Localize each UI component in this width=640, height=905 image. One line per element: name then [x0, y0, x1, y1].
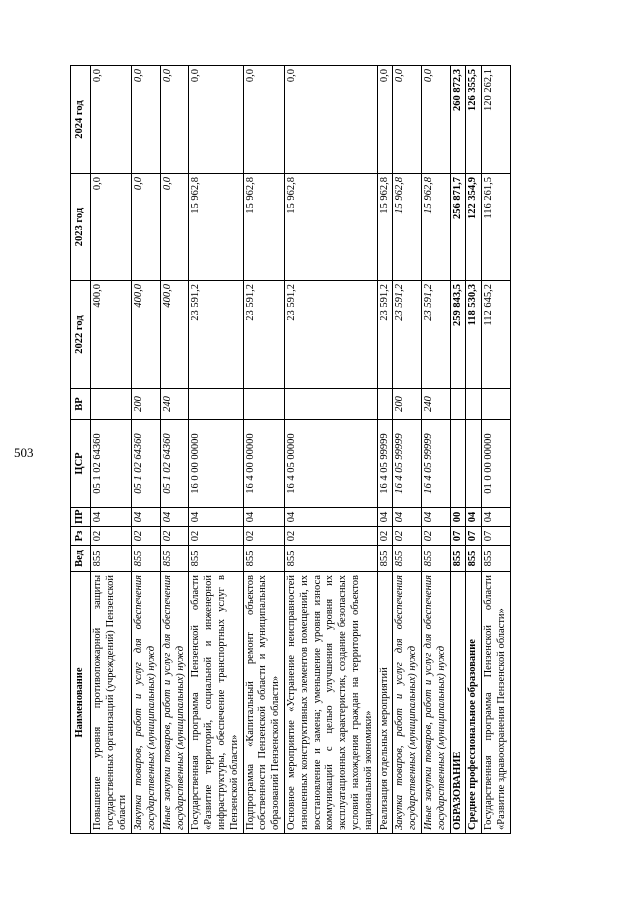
cell-y2024: 0,0	[132, 66, 161, 174]
header-ved: Вед	[71, 546, 91, 572]
header-2023: 2023 год	[71, 174, 91, 281]
cell-vr	[243, 389, 284, 420]
cell-name: Основное мероприятие «Устранение неисправностей изношенных конструктивных элементов помещений, их восстановление и замена; уменьшение уровня износа коммуникаций с целью улучшения уровня их эксплуатационных характеристик, создание безопасных условий нахождения граждан на территории объектов национальной экономики»	[284, 572, 377, 834]
cell-y2022: 23 591,2	[421, 281, 450, 389]
cell-ved: 855	[284, 546, 377, 572]
table-header-row	[71, 66, 91, 834]
cell-ved: 855	[421, 546, 450, 572]
cell-name: ОБРАЗОВАНИЕ	[450, 572, 466, 834]
cell-vr: 240	[160, 389, 189, 420]
cell-ved: 855	[393, 546, 422, 572]
table-row	[90, 66, 131, 834]
cell-ved: 855	[377, 546, 393, 572]
table-row	[132, 66, 161, 834]
cell-y2022: 23 591,2	[243, 281, 284, 389]
cell-csr: 16 4 05 99999	[421, 420, 450, 508]
cell-csr: 16 4 05 99999	[393, 420, 422, 508]
cell-y2024: 120 262,1	[482, 66, 511, 174]
cell-y2022: 400,0	[132, 281, 161, 389]
cell-pr: 04	[377, 508, 393, 527]
cell-y2023: 122 354,9	[466, 174, 482, 281]
cell-name: Среднее профессиональное образование	[466, 572, 482, 834]
cell-name: Иные закупки товаров, работ и услуг для обеспечения государственных (муниципальных) нужд	[421, 572, 450, 834]
cell-y2023: 15 962,8	[421, 174, 450, 281]
cell-y2023: 15 962,8	[393, 174, 422, 281]
cell-y2023: 15 962,8	[189, 174, 243, 281]
cell-ved: 855	[466, 546, 482, 572]
cell-ved: 855	[160, 546, 189, 572]
table-row	[482, 66, 511, 834]
cell-csr: 16 4 05 00000	[284, 420, 377, 508]
cell-rz: 02	[160, 527, 189, 546]
cell-y2023: 116 261,5	[482, 174, 511, 281]
cell-vr: 200	[393, 389, 422, 420]
table-body	[90, 66, 510, 834]
cell-y2024: 0,0	[160, 66, 189, 174]
cell-ved: 855	[189, 546, 243, 572]
cell-pr: 04	[90, 508, 131, 527]
cell-pr: 04	[189, 508, 243, 527]
cell-pr: 04	[393, 508, 422, 527]
cell-rz: 02	[393, 527, 422, 546]
cell-name: Государственная программа Пензенской области «Развитие здравоохранения Пензенской области»	[482, 572, 511, 834]
cell-vr	[377, 389, 393, 420]
cell-y2024: 0,0	[421, 66, 450, 174]
cell-y2022: 23 591,2	[377, 281, 393, 389]
cell-csr: 05 1 02 64360	[132, 420, 161, 508]
budget-table	[70, 65, 511, 834]
cell-csr	[450, 420, 466, 508]
cell-rz: 02	[132, 527, 161, 546]
cell-name: Подпрограмма «Капитальный ремонт объектов собственности Пензенской области и муниципальных образований Пензенской области»	[243, 572, 284, 834]
cell-name: Закупка товаров, работ и услуг для обеспечения государственных (муниципальных) нужд	[393, 572, 422, 834]
cell-y2024: 0,0	[393, 66, 422, 174]
cell-y2023: 15 962,8	[284, 174, 377, 281]
cell-y2023: 0,0	[90, 174, 131, 281]
cell-y2024: 0,0	[90, 66, 131, 174]
cell-y2023: 256 871,7	[450, 174, 466, 281]
cell-ved: 855	[90, 546, 131, 572]
cell-ved: 855	[243, 546, 284, 572]
cell-csr: 16 4 00 00000	[243, 420, 284, 508]
table-row	[466, 66, 482, 834]
cell-rz: 07	[450, 527, 466, 546]
cell-vr	[466, 389, 482, 420]
table-row	[160, 66, 189, 834]
cell-rz: 07	[482, 527, 511, 546]
cell-name: Повышение уровня противопожарной защиты государственных организаций (учреждений) Пензенской области	[90, 572, 131, 834]
cell-pr: 04	[482, 508, 511, 527]
cell-y2022: 259 843,5	[450, 281, 466, 389]
cell-pr: 04	[421, 508, 450, 527]
cell-y2024: 0,0	[189, 66, 243, 174]
cell-pr: 04	[160, 508, 189, 527]
cell-pr: 04	[132, 508, 161, 527]
cell-y2023: 15 962,8	[243, 174, 284, 281]
cell-y2024: 0,0	[243, 66, 284, 174]
cell-pr: 00	[450, 508, 466, 527]
header-rz: Рз	[71, 527, 91, 546]
cell-vr: 200	[132, 389, 161, 420]
page-number: 503	[14, 445, 34, 460]
cell-rz: 07	[466, 527, 482, 546]
cell-y2023: 0,0	[160, 174, 189, 281]
cell-csr: 05 1 02 64360	[90, 420, 131, 508]
header-name: Наименование	[71, 572, 91, 834]
cell-y2023: 0,0	[132, 174, 161, 281]
cell-rz: 02	[90, 527, 131, 546]
cell-csr: 01 0 00 00000	[482, 420, 511, 508]
table-row	[393, 66, 422, 834]
cell-ved: 855	[450, 546, 466, 572]
header-2024: 2024 год	[71, 66, 91, 174]
cell-vr	[450, 389, 466, 420]
cell-y2022: 112 645,2	[482, 281, 511, 389]
cell-y2023: 15 962,8	[377, 174, 393, 281]
cell-vr	[482, 389, 511, 420]
cell-vr: 240	[421, 389, 450, 420]
table-row	[243, 66, 284, 834]
cell-name: Реализация отдельных мероприятий	[377, 572, 393, 834]
cell-rz: 02	[284, 527, 377, 546]
cell-pr: 04	[466, 508, 482, 527]
cell-y2022: 23 591,2	[284, 281, 377, 389]
cell-csr: 16 4 05 99999	[377, 420, 393, 508]
cell-csr	[466, 420, 482, 508]
cell-name: Государственная программа Пензенской области «Развитие территорий, социальной и инженерной инфраструктуры, обеспечение транспортных услуг в Пензенской области»	[189, 572, 243, 834]
cell-rz: 02	[189, 527, 243, 546]
cell-csr: 16 0 00 00000	[189, 420, 243, 508]
cell-pr: 04	[243, 508, 284, 527]
cell-name: Закупка товаров, работ и услуг для обеспечения государственных (муниципальных) нужд	[132, 572, 161, 834]
cell-rz: 02	[421, 527, 450, 546]
cell-y2024: 126 355,5	[466, 66, 482, 174]
cell-y2022: 23 591,2	[189, 281, 243, 389]
cell-ved: 855	[132, 546, 161, 572]
table-row	[450, 66, 466, 834]
cell-rz: 02	[377, 527, 393, 546]
cell-y2024: 0,0	[377, 66, 393, 174]
cell-vr	[284, 389, 377, 420]
cell-csr: 05 1 02 64360	[160, 420, 189, 508]
table-row	[421, 66, 450, 834]
table-row	[377, 66, 393, 834]
table-row	[284, 66, 377, 834]
header-pr: ПР	[71, 508, 91, 527]
cell-rz: 02	[243, 527, 284, 546]
cell-y2022: 118 530,3	[466, 281, 482, 389]
cell-y2024: 0,0	[284, 66, 377, 174]
cell-y2022: 23 591,2	[393, 281, 422, 389]
cell-y2024: 260 872,3	[450, 66, 466, 174]
cell-vr	[90, 389, 131, 420]
table-row	[189, 66, 243, 834]
header-vr: ВР	[71, 389, 91, 420]
header-2022: 2022 год	[71, 281, 91, 389]
cell-pr: 04	[284, 508, 377, 527]
cell-y2022: 400,0	[160, 281, 189, 389]
cell-name: Иные закупки товаров, работ и услуг для обеспечения государственных (муниципальных) нужд	[160, 572, 189, 834]
cell-y2022: 400,0	[90, 281, 131, 389]
header-csr: ЦСР	[71, 420, 91, 508]
rotated-table-wrapper	[70, 66, 616, 834]
cell-vr	[189, 389, 243, 420]
cell-ved: 855	[482, 546, 511, 572]
